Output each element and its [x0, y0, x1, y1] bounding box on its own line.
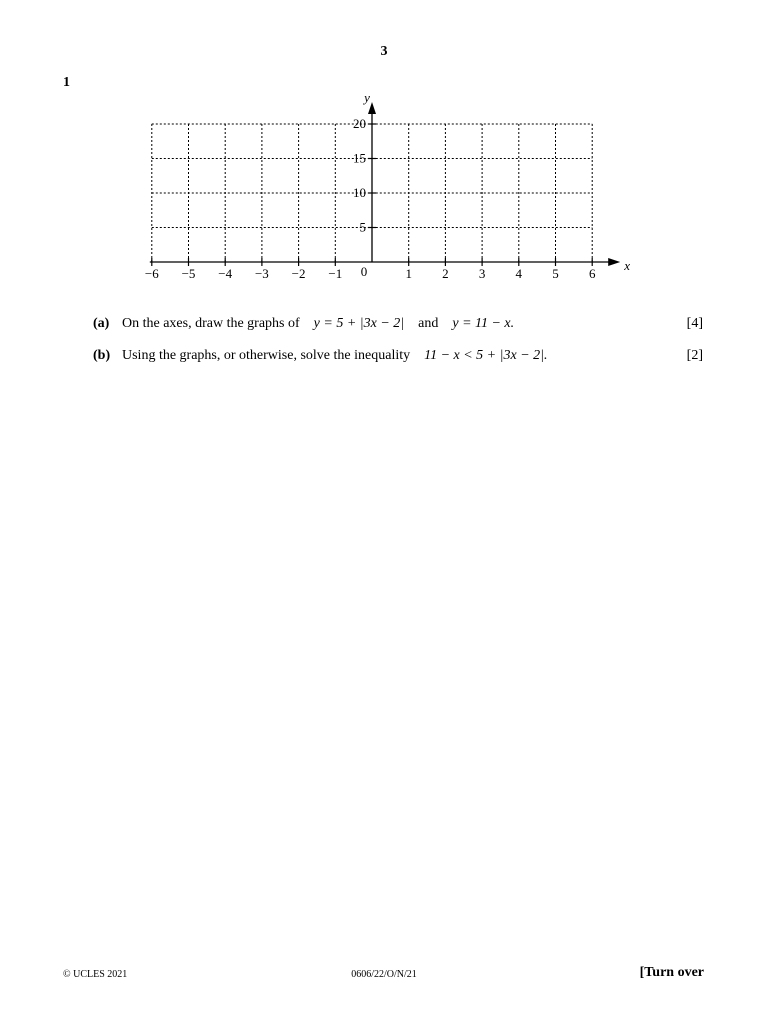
part-b-inequality: 11 − x < 5 + |3x − 2|.	[424, 348, 548, 363]
page-number: 3	[380, 44, 388, 59]
x-axis-arrow	[608, 258, 620, 266]
part-a-equation-2: y = 11 − x.	[452, 316, 515, 331]
x-tick-label: −2	[291, 266, 306, 281]
part-a-instruction: On the axes, draw the graphs of	[122, 316, 300, 331]
y-axis-label: y	[364, 90, 370, 105]
x-tick-label: −1	[328, 266, 343, 281]
footer-copyright: © UCLES 2021	[63, 969, 128, 980]
footer-paper-code: 0606/22/O/N/21	[351, 969, 417, 980]
y-tick-label: 15	[353, 150, 366, 166]
origin-label: 0	[360, 264, 368, 279]
part-b-marks: [2]	[686, 348, 703, 363]
x-tick-label: −5	[181, 266, 196, 281]
question-number: 1	[63, 75, 70, 90]
part-a-text	[122, 315, 514, 333]
y-tick-label: 20	[353, 116, 366, 131]
part-a-connector: and	[418, 316, 439, 331]
part-a-label: (a)	[93, 316, 110, 331]
x-tick-label: 1	[405, 266, 412, 281]
part-a-marks: [4]	[686, 316, 703, 331]
x-tick-label: −4	[218, 266, 233, 281]
x-tick-label: 6	[588, 266, 596, 281]
x-tick-label: 5	[552, 266, 559, 281]
x-tick-label: 2	[442, 266, 449, 281]
y-tick-label: 10	[353, 185, 366, 200]
axes-grid	[0, 0, 768, 300]
x-tick-label: −6	[144, 266, 159, 281]
part-b-label: (b)	[93, 348, 111, 363]
part-b-instruction: Using the graphs, or otherwise, solve the inequality	[122, 348, 411, 363]
x-tick-label: 3	[478, 266, 486, 281]
footer-turn-over: [Turn over	[639, 965, 704, 980]
part-b-text	[122, 347, 547, 365]
x-tick-label: −3	[254, 266, 269, 281]
x-axis-label: x	[624, 258, 630, 273]
y-tick-label: 5	[359, 219, 366, 235]
part-a-equation-1: y = 5 + |3x − 2|	[313, 316, 405, 331]
x-tick-label: 4	[515, 266, 523, 281]
